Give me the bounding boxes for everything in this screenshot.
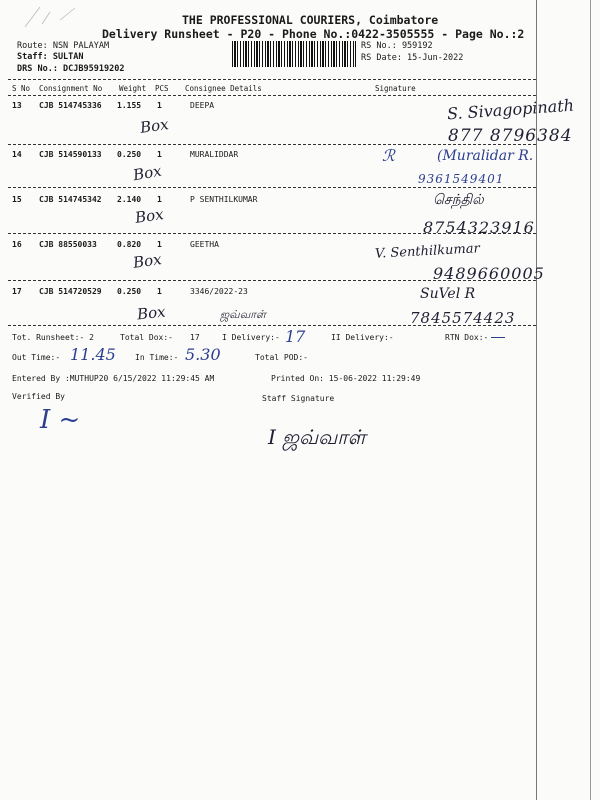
row-note: Box	[136, 302, 167, 324]
row-consignee: DEEPA	[190, 101, 215, 110]
row-phone: 8754323916	[423, 218, 535, 237]
right-edge-line	[590, 0, 591, 800]
i-delivery-label: I Delivery:-	[222, 333, 280, 342]
row-phone: 7845574423	[410, 309, 516, 327]
row-consignee: 3346/2022-23	[190, 287, 248, 296]
row-extra-signature: ஜவ்வாள்	[220, 308, 266, 321]
row-pcs: 1	[157, 287, 162, 296]
row-sno: 14	[12, 150, 22, 159]
staff-signature-label: Staff Signature	[262, 394, 335, 403]
row-sno: 15	[12, 195, 22, 204]
row-consignment: CJB 514745336	[39, 101, 102, 110]
row-pcs: 1	[157, 240, 162, 249]
row-divider	[8, 144, 536, 145]
total-runsheet: Tot. Runsheet:- 2	[12, 333, 94, 342]
rtn-dox-label: RTN Dox:-	[445, 333, 489, 342]
scratch-marks	[20, 2, 80, 32]
out-time-label: Out Time:-	[12, 353, 61, 362]
row-note: Box	[131, 250, 163, 272]
entered-by: Entered By :MUTHUP20 6/15/2022 11:29:45 AM	[12, 374, 215, 383]
ii-delivery-label: II Delivery:-	[331, 333, 394, 342]
total-dox-label: Total Dox:-	[120, 333, 173, 342]
row-divider	[8, 233, 536, 234]
row-note: Box	[131, 161, 163, 185]
in-time-hand: 5.30	[185, 345, 221, 364]
row-pcs: 1	[157, 101, 162, 110]
row-note: Box	[138, 115, 170, 137]
row-consignment: CJB 88550033	[39, 240, 97, 249]
row-divider	[8, 325, 536, 326]
row-weight: 0.820	[117, 240, 142, 249]
barcode	[232, 41, 356, 67]
row-signature: SuVel R	[420, 286, 476, 302]
row-weight: 2.140	[117, 195, 142, 204]
row-consignment: CJB 514745342	[39, 195, 102, 204]
verified-signature: I ~	[40, 405, 81, 435]
col-consignee: Consignee Details	[185, 84, 262, 93]
row-phone: 9361549401	[418, 172, 505, 186]
sig-scribble: ℛ	[382, 146, 395, 165]
row-consignment: CJB 514590133	[39, 150, 102, 159]
col-pcs: PCS	[155, 84, 169, 93]
total-pod-label: Total POD:-	[255, 353, 308, 362]
row-consignee: MURALIDDAR	[190, 150, 239, 159]
row-consignee: GEETHA	[190, 240, 219, 249]
verified-by-label: Verified By	[12, 392, 65, 401]
i-delivery-hand: 17	[285, 327, 306, 346]
runsheet-title: Delivery Runsheet - P20 - Phone No.:0422-3505555 - Page No.:2	[102, 27, 525, 41]
out-time-hand: 11.45	[70, 345, 116, 364]
row-weight: 1.155	[117, 101, 142, 110]
row-sno: 16	[12, 240, 22, 249]
col-consignment: Consignment No	[39, 84, 103, 93]
route: Route: NSN PALAYAM	[17, 41, 110, 51]
header-rule-top	[8, 79, 536, 80]
row-signature: (Muralidar R.	[437, 148, 534, 164]
col-signature: Signature	[375, 84, 416, 93]
row-note: Box	[133, 205, 165, 227]
in-time-label: In Time:-	[135, 353, 179, 362]
row-consignment: CJB 514720529	[39, 287, 102, 296]
row-signature: V. Senthilkumar	[374, 241, 481, 262]
row-signature: S. Sivagopinath	[446, 95, 575, 124]
right-margin-line	[536, 0, 537, 800]
header-rule-bottom	[8, 95, 536, 96]
staff: Staff: SULTAN	[17, 52, 84, 62]
total-dox-value: 17	[190, 333, 200, 342]
row-weight: 0.250	[117, 287, 142, 296]
rs-date: RS Date: 15-Jun-2022	[361, 53, 464, 63]
row-signature: செந்தில்	[433, 192, 484, 208]
row-sno: 17	[12, 287, 22, 296]
drs-number: DRS No.: DCJB95919202	[17, 64, 125, 74]
printed-on: Printed On: 15-06-2022 11:29:49	[271, 374, 421, 383]
row-pcs: 1	[157, 195, 162, 204]
row-weight: 0.250	[117, 150, 142, 159]
staff-signature-hand: I ஜவ்வாள்	[268, 425, 366, 449]
row-pcs: 1	[157, 150, 162, 159]
rtn-dox-dash	[491, 337, 505, 338]
row-sno: 13	[12, 101, 22, 110]
company-name: THE PROFESSIONAL COURIERS, Coimbatore	[182, 13, 439, 27]
row-consignee: P SENTHILKUMAR	[190, 195, 258, 204]
row-divider	[8, 280, 536, 281]
rs-number: RS No.: 959192	[361, 41, 433, 51]
row-phone: 877 8796384	[448, 126, 573, 146]
col-weight: Weight	[119, 84, 147, 93]
row-divider	[8, 187, 536, 188]
col-sno: S No	[12, 84, 31, 93]
row-phone: 9489660005	[433, 264, 545, 283]
